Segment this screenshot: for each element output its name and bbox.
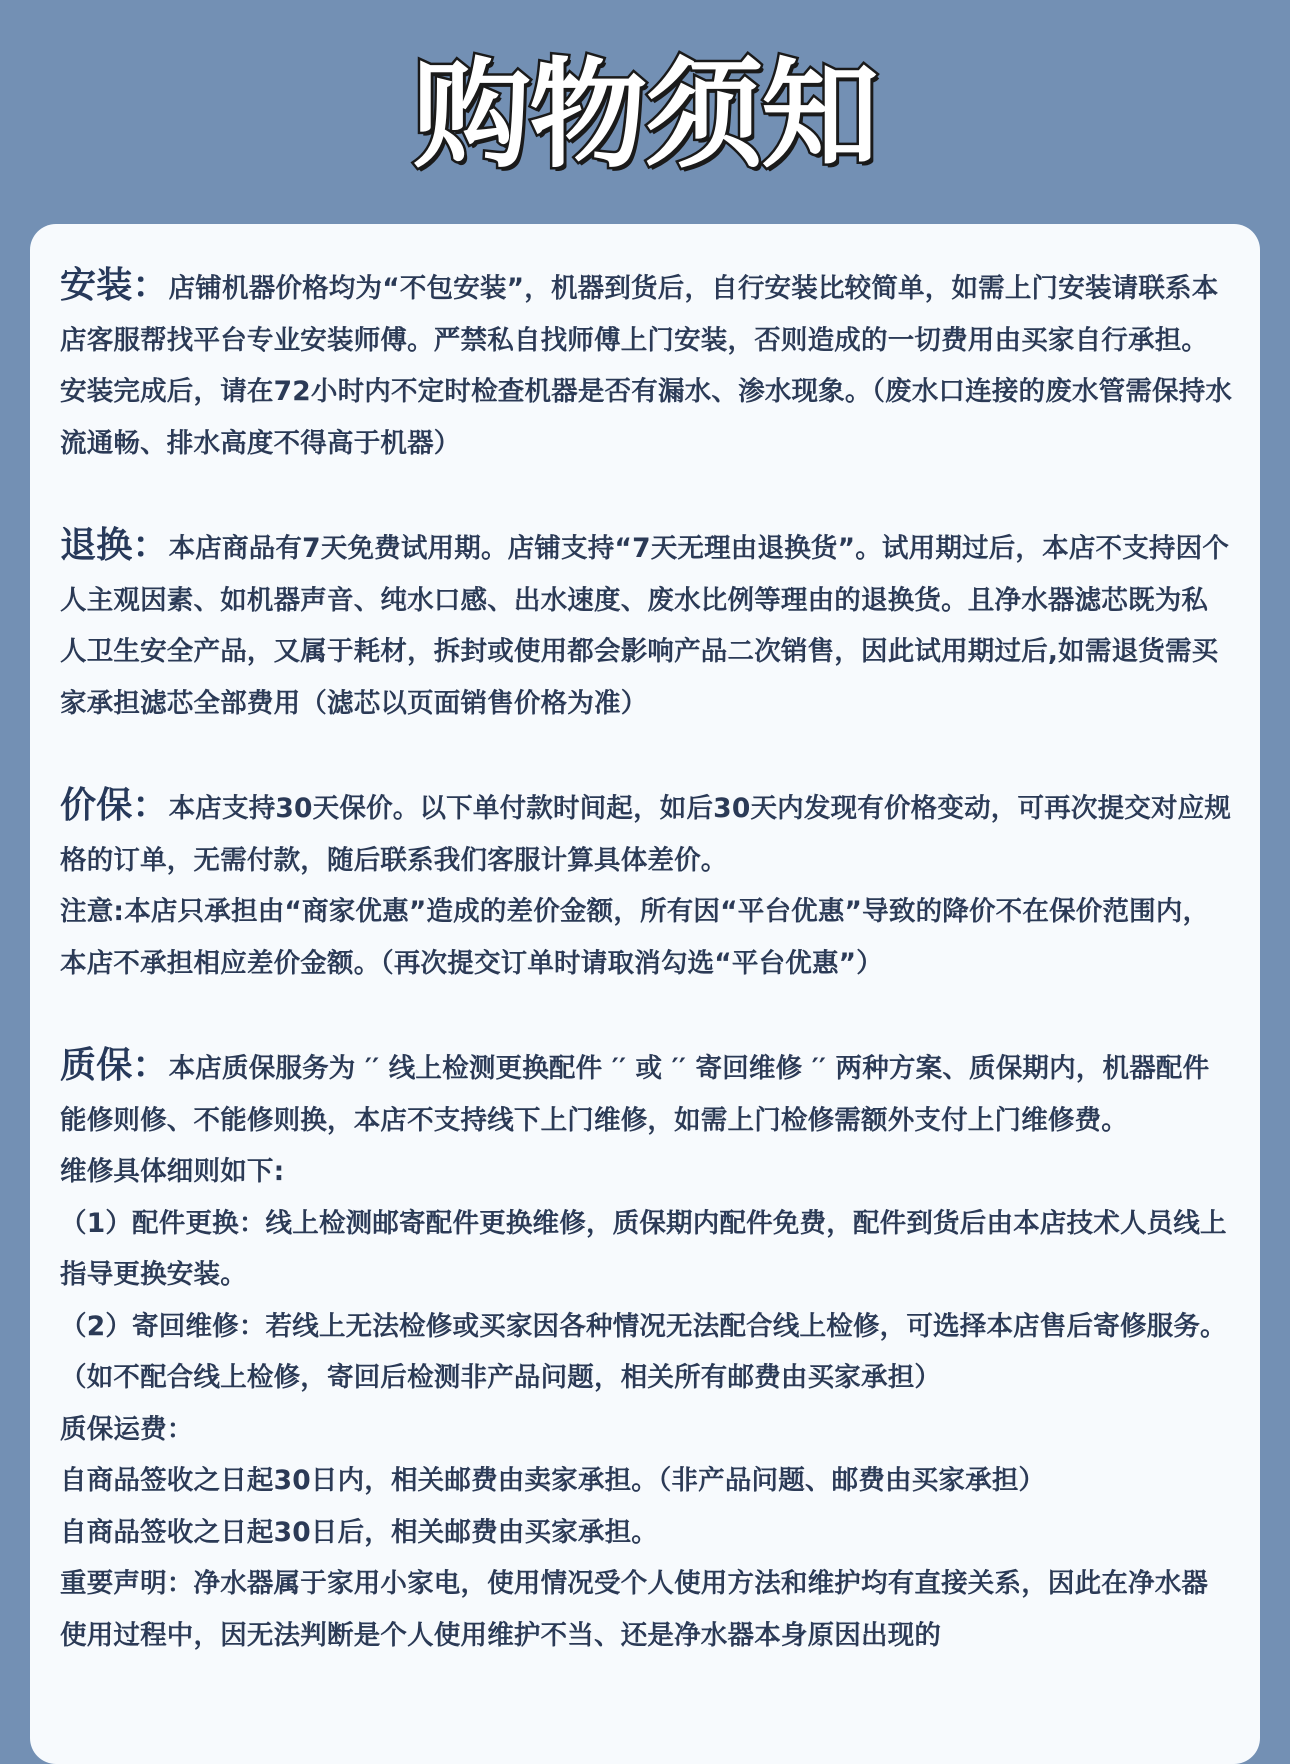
- section-heading: 安装：: [60, 265, 169, 306]
- section-line: （1）配件更换：线上检测邮寄配件更换维修，质保期内配件免费，配件到货后由本店技术人员线上指导更换安装。: [60, 1207, 1227, 1290]
- section-heading: 价保：: [60, 785, 169, 826]
- section-heading: 退换：: [60, 525, 169, 566]
- title-banner: [0, 40, 1290, 190]
- section-text: 店铺机器价格均为“不包安装”，机器到货后，自行安装比较简单，如需上门安装请联系本店客服帮找平台专业安装师傅。严禁私自找师傅上门安装，否则造成的一切费用由买家自行承担。安装完成后，请在72小时内不定时检查机器是否有漏水、渗水现象。（废水口连接的废水管需保持水流通畅、排水高度不得高于机器）: [60, 273, 1233, 459]
- section-line: 维修具体细则如下:: [60, 1156, 285, 1187]
- page-title: 购物须知: [412, 46, 877, 184]
- section-line: 自商品签收之日起30日后，相关邮费由买家承担。: [60, 1516, 658, 1548]
- section-line: 重要声明：净水器属于家用小家电，使用情况受个人使用方法和维护均有直接关系，因此在净水器使用过程中，因无法判断是个人使用维护不当、还是净水器本身原因出现的: [60, 1568, 1209, 1651]
- section-install: [60, 260, 1234, 469]
- section-price-protection: [60, 780, 1234, 989]
- section-return: [60, 520, 1234, 729]
- section-text: 本店支持30天保价。以下单付款时间起，如后30天内发现有价格变动，可再次提交对应规格的订单，无需付款，随后联系我们客服计算具体差价。: [60, 793, 1232, 876]
- section-warranty: [60, 1040, 1234, 1661]
- section-line: （2）寄回维修：若线上无法检修或买家因各种情况无法配合线上检修，可选择本店售后寄修服务。（如不配合线上检修，寄回后检测非产品问题，相关所有邮费由买家承担）: [60, 1310, 1227, 1393]
- notice-content: [60, 260, 1234, 1661]
- section-line: 自商品签收之日起30日内，相关邮费由卖家承担。（非产品问题、邮费由买家承担）: [60, 1465, 1046, 1496]
- section-text: 本店质保服务为 ′′ 线上检测更换配件 ′′ 或 ′′ 寄回维修 ′′ 两种方案、质保期内，机器配件能修则修、不能修则换，本店不支持线下上门维修，如需上门检修需额外支付上门维修费。: [60, 1053, 1210, 1136]
- section-line: 质保运费：: [60, 1413, 194, 1445]
- section-text: 本店商品有7天免费试用期。店铺支持“7天无理由退换货”。试用期过后，本店不支持因个人主观因素、如机器声音、纯水口感、出水速度、废水比例等理由的退换货。且净水器滤芯既为私人卫生安全产品，又属于耗材，拆封或使用都会影响产品二次销售，因此试用期过后,如需退货需买家承担滤芯全部费用（滤芯以页面销售价格为准）: [60, 533, 1230, 719]
- section-line: 注意:本店只承担由“商家优惠”造成的差价金额，所有因“平台优惠”导致的降价不在保价范围内，本店不承担相应差价金额。（再次提交订单时请取消勾选“平台优惠”）: [60, 896, 1210, 979]
- notice-card: [30, 224, 1260, 1764]
- section-heading: 质保：: [60, 1045, 169, 1086]
